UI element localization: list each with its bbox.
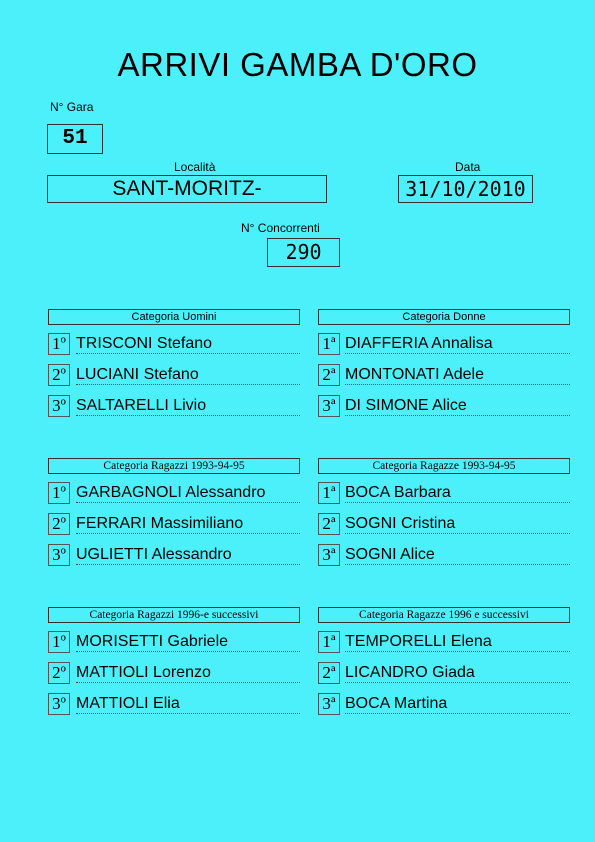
rank-badge: 1ª	[318, 482, 340, 504]
athlete-name: TRISCONI Stefano	[76, 334, 300, 354]
category-header-left: Categoria Ragazzi 1993-94-95	[48, 458, 300, 474]
athlete-name: UGLIETTI Alessandro	[76, 545, 300, 565]
athlete-name: DI SIMONE Alice	[345, 396, 570, 416]
athlete-name: LUCIANI Stefano	[76, 365, 300, 385]
concorrenti-label: N° Concorrenti	[241, 221, 320, 235]
rank-badge: 3ª	[318, 544, 340, 566]
rank-badge: 2º	[48, 513, 70, 535]
athlete-name: BOCA Barbara	[345, 483, 570, 503]
athlete-name: DIAFFERIA Annalisa	[345, 334, 570, 354]
athlete-name: TEMPORELLI Elena	[345, 632, 570, 652]
rank-badge: 3º	[48, 544, 70, 566]
athlete-name: LICANDRO Giada	[345, 663, 570, 683]
rank-badge: 3ª	[318, 693, 340, 715]
category-header-right: Categoria Donne	[318, 309, 570, 325]
athlete-name: SOGNI Cristina	[345, 514, 570, 534]
localita-value: SANT-MORITZ-	[47, 175, 327, 203]
category-header-right: Categoria Ragazze 1996 e successivi	[318, 607, 570, 623]
athlete-name: MATTIOLI Lorenzo	[76, 663, 300, 683]
athlete-name: GARBAGNOLI Alessandro	[76, 483, 300, 503]
rank-badge: 3º	[48, 693, 70, 715]
localita-label: Località	[174, 160, 216, 174]
rank-badge: 2ª	[318, 513, 340, 535]
data-value: 31/10/2010	[398, 175, 533, 203]
rank-badge: 1º	[48, 631, 70, 653]
category-header-left: Categoria Uomini	[48, 309, 300, 325]
concorrenti-value: 290	[267, 238, 340, 267]
rank-badge: 1ª	[318, 631, 340, 653]
gara-number: 51	[47, 124, 103, 154]
rank-badge: 3ª	[318, 395, 340, 417]
category-header-right: Categoria Ragazze 1993-94-95	[318, 458, 570, 474]
rank-badge: 1ª	[318, 333, 340, 355]
category-header-left: Categoria Ragazzi 1996-e successivi	[48, 607, 300, 623]
rank-badge: 1º	[48, 482, 70, 504]
rank-badge: 1º	[48, 333, 70, 355]
page-title: ARRIVI GAMBA D'ORO	[117, 46, 478, 83]
athlete-name: MONTONATI Adele	[345, 365, 570, 385]
athlete-name: MATTIOLI Elia	[76, 694, 300, 714]
rank-badge: 2ª	[318, 662, 340, 684]
rank-badge: 2º	[48, 364, 70, 386]
rank-badge: 2ª	[318, 364, 340, 386]
athlete-name: MORISETTI Gabriele	[76, 632, 300, 652]
rank-badge: 2º	[48, 662, 70, 684]
athlete-name: SALTARELLI Livio	[76, 396, 300, 416]
gara-label: N° Gara	[50, 100, 94, 114]
rank-badge: 3º	[48, 395, 70, 417]
athlete-name: FERRARI Massimiliano	[76, 514, 300, 534]
athlete-name: SOGNI Alice	[345, 545, 570, 565]
data-label: Data	[455, 160, 481, 174]
athlete-name: BOCA Martina	[345, 694, 570, 714]
